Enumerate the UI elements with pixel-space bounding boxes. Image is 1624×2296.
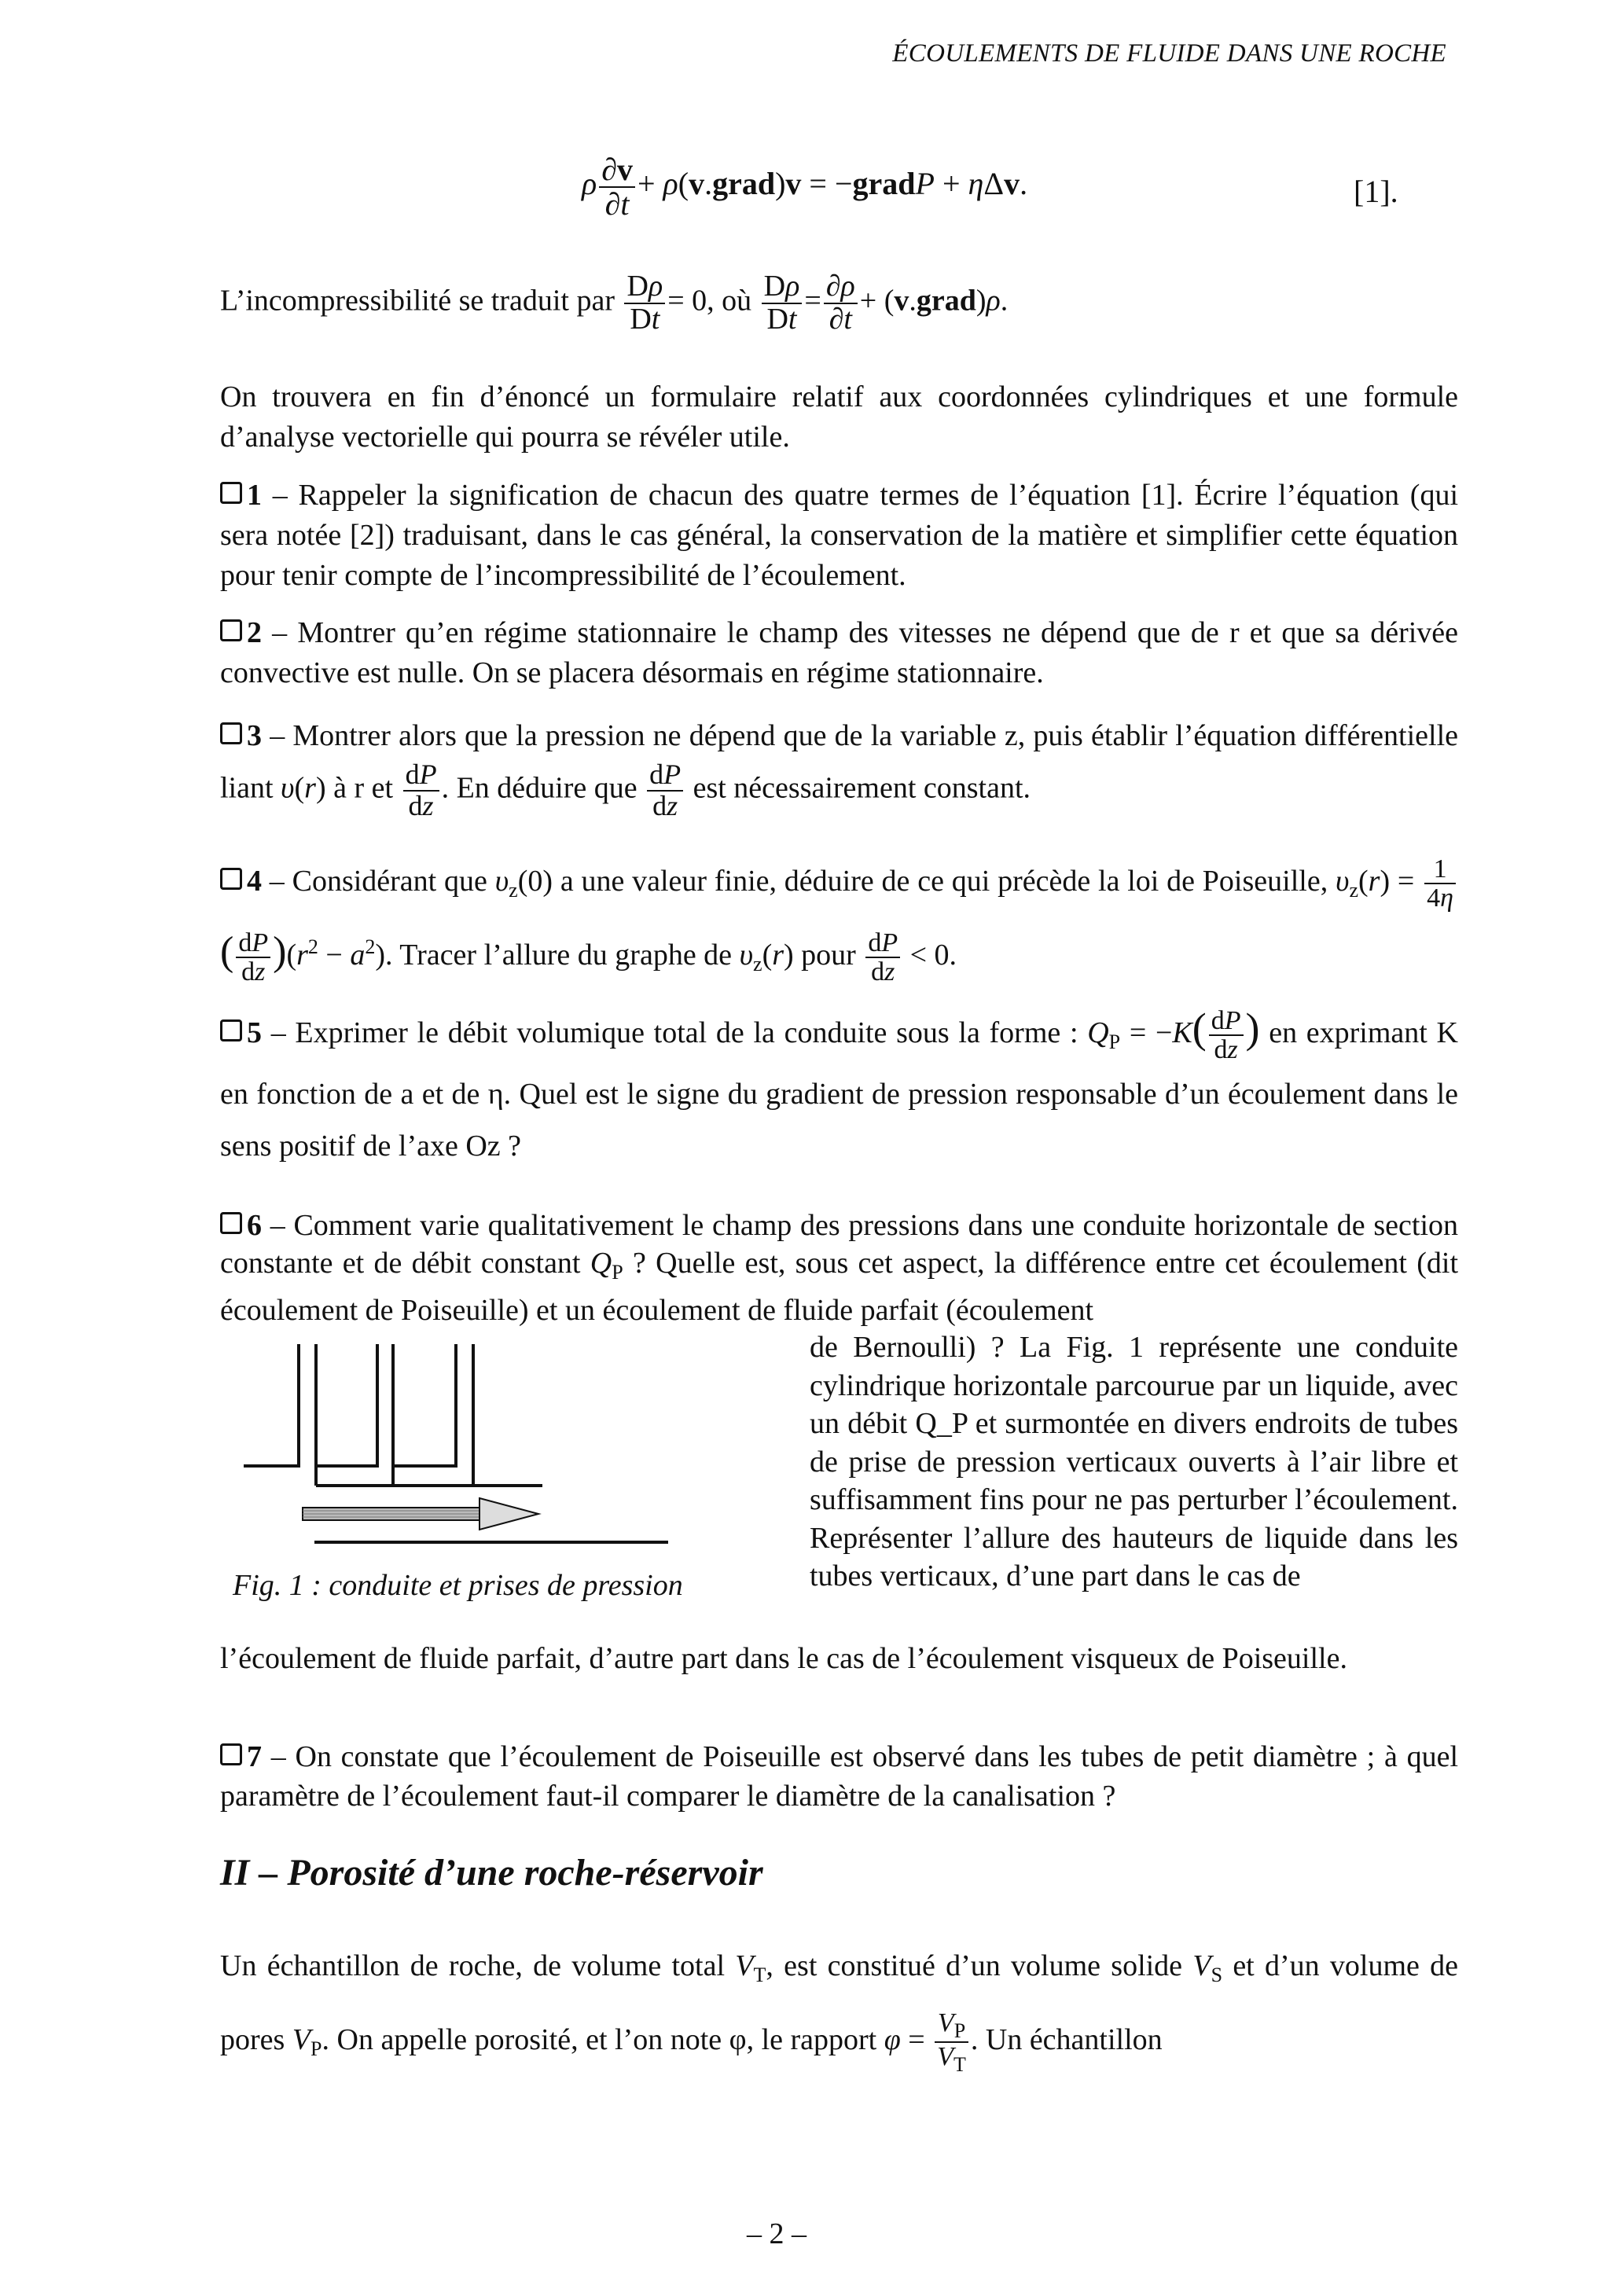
- checkbox-icon: [220, 722, 242, 744]
- question-5: 5 – Exprimer le débit volumique total de la conduite sous la forme : $Q_P = -K$( $\frac{dP}{dz}$ ) en exprimant K en fonction de a et de η. Quel est le signe du gradient de pression responsable d’un écoulement dans le sens positif de l’axe Oz ?: [220, 1005, 1458, 1163]
- section-text: et d’un volume de pores: [220, 1949, 1459, 2056]
- section-2-paragraph: Un échantillon de roche, de volume total $V_T$, est constitué d’un volume solide $V_S$ et d’un volume de pores $V_P$. On appelle porosité, et l’on note φ, le rapport φ = $\frac{V_P}{V_T}$ . Un échantillon: [220, 1949, 1459, 2077]
- question-text: à r et: [333, 771, 394, 805]
- question-text: – Comment varie qualitativement le champ des pressions dans une conduite horizontale de section constante et de débit constant: [220, 1209, 1458, 1280]
- question-text: est nécessairement constant.: [693, 771, 1031, 805]
- question-number: 1: [247, 479, 262, 512]
- section-text: . On appelle porosité, et l’on note φ, le rapport: [321, 2023, 877, 2056]
- question-number: 5: [247, 1016, 262, 1049]
- checkbox-icon: [220, 1212, 242, 1234]
- section-text: Un échantillon de roche, de volume total: [220, 1949, 726, 1982]
- question-text: – On constate que l’écoulement de Poiseuille est observé dans les tubes de petit diamètre ; à quel paramètre de l’écoulement faut-il comparer le diamètre de la canalisation ?: [220, 1740, 1458, 1813]
- incompress-lead: L’incompressibilité se traduit par: [220, 284, 615, 318]
- question-text: – Considérant que: [269, 865, 487, 898]
- question-text: . Tracer l’allure du graphe de: [384, 939, 733, 972]
- checkbox-icon: [220, 482, 242, 504]
- equation-tag-1: [1].: [1354, 174, 1398, 209]
- question-4: 4 – Considérant que $\upsilon_z(0)$ a une valeur finie, déduire de ce qui précède la loi de Poiseuille, $\upsilon_z(r)$ = $\frac{1}{4\eta}$ ( $\frac{dP}{dz}$ )$(r^2 - a^2)$. Tracer l’allure du graphe de $\upsilon_z(r)$ pour $\frac{dP}{dz}$ < 0.: [220, 853, 1458, 993]
- incompressibility-line: L’incompressibilité se traduit par $\frac{D\rho}{Dt}$ = 0, où $\frac{D\rho}{Dt}$ = $\frac{\partial\rho}{\partial t}$ + (v.grad)ρ.: [220, 270, 1009, 336]
- question-number: 3: [247, 719, 262, 752]
- question-text: . En déduire que: [441, 771, 637, 805]
- question-7: [220, 1737, 1458, 1816]
- section-text: , est constitué d’un volume solide: [766, 1949, 1183, 1982]
- question-text: ? Quelle est, sous cet aspect, la différence entre cet écoulement (dit écoulement de Poiseuille) et un écoulement de fluide parfait (écoulement: [220, 1247, 1459, 1327]
- running-header: ÉCOULEMENTS DE FLUIDE DANS UNE ROCHE: [892, 39, 1446, 68]
- section-text: . Un échantillon: [970, 2023, 1163, 2056]
- checkbox-icon: [220, 1743, 242, 1765]
- checkbox-icon: [220, 1019, 242, 1041]
- question-number: 2: [247, 616, 262, 649]
- pressure-tube-3: [393, 1344, 456, 1466]
- question-text: pour: [801, 939, 856, 972]
- pressure-tube-2: [316, 1344, 377, 1466]
- question-text: – Rappeler la signification de chacun des quatre termes de l’équation [1]. Écrire l’équation (qui sera notée [2]) traduisant, dans le cas général, la conservation de la matière et simplifier cette équation pour tenir compte de l’incompressibilité de l’écoulement.: [220, 479, 1459, 592]
- page-number: – 2 –: [747, 2217, 806, 2250]
- question-2: [220, 613, 1458, 693]
- question-text: l’écoulement de fluide parfait, d’autre part dans le cas de l’écoulement visqueux de Poiseuille.: [220, 1642, 1347, 1675]
- intro-paragraph: [220, 377, 1458, 457]
- question-text: de Bernoulli) ? La Fig. 1 représente une conduite cylindrique horizontale parcourue par un liquide, avec un débit Q_P et surmontée en divers endroits de tubes de prise de pression verticaux ouverts à l’air libre et suffisamment fins pour ne pas perturber l’écoulement. Représenter l’allure des hauteurs de liquide dans les tubes verticaux, d’une part dans le cas de: [810, 1331, 1458, 1593]
- question-6-wrapped-text: [810, 1328, 1458, 1596]
- navier-stokes-equation: ρ $\frac{\partial v}{\partial t}$ + ρ(v.grad)v = −gradP + ηΔv.: [582, 152, 1028, 222]
- question-6-continued: [220, 1639, 1458, 1678]
- question-3: 3 – Montrer alors que la pression ne dépend que de la variable z, puis établir l’équation différentielle liant υ(r) à r et $\frac{dP}{dz}$ . En déduire que $\frac{dP}{dz}$ est nécessairement constant.: [220, 719, 1458, 821]
- figure-caption: Fig. 1 : conduite et prises de pression: [233, 1569, 683, 1602]
- question-number: 7: [247, 1740, 262, 1773]
- incompress-mid: = 0, où: [667, 284, 752, 318]
- question-text: a une valeur finie, déduire de ce qui précède la loi de Poiseuille,: [560, 865, 1328, 898]
- question-text: – Montrer qu’en régime stationnaire le champ des vitesses ne dépend que de r et que sa dérivée convective est nulle. On se placera désormais en régime stationnaire.: [220, 616, 1459, 689]
- intro-text: On trouvera en fin d’énoncé un formulaire relatif aux coordonnées cylindriques et une formule d’analyse vectorielle qui pourra se révéler utile.: [220, 380, 1458, 454]
- checkbox-icon: [220, 619, 242, 641]
- question-number: 6: [247, 1209, 262, 1242]
- pressure-tube-1: [244, 1344, 299, 1466]
- figure-1-pipe-diagram: [228, 1336, 668, 1572]
- question-1: [220, 476, 1458, 596]
- question-text: – Montrer alors que la pression ne dépend que de la variable z, puis établir l’équation différentielle liant: [220, 719, 1458, 805]
- question-number: 4: [247, 865, 262, 898]
- question-text: – Exprimer le débit volumique total de la conduite sous la forme :: [270, 1016, 1078, 1049]
- checkbox-icon: [220, 868, 242, 890]
- flow-arrow-icon: [303, 1498, 538, 1530]
- section-title: II – Porosité d’une roche-réservoir: [220, 1852, 763, 1894]
- question-text: en exprimant K en fonction de a et de η. Quel est le signe du gradient de pression responsable d’un écoulement dans le sens positif de l’axe Oz ?: [220, 1016, 1458, 1163]
- question-6: 6 – Comment varie qualitativement le champ des pressions dans une conduite horizontale de section constante et de débit constant $Q_P$ ? Quelle est, sous cet aspect, la différence entre cet écoulement (dit écoulement de Poiseuille) et un écoulement de fluide parfait (écoulement: [220, 1209, 1459, 1327]
